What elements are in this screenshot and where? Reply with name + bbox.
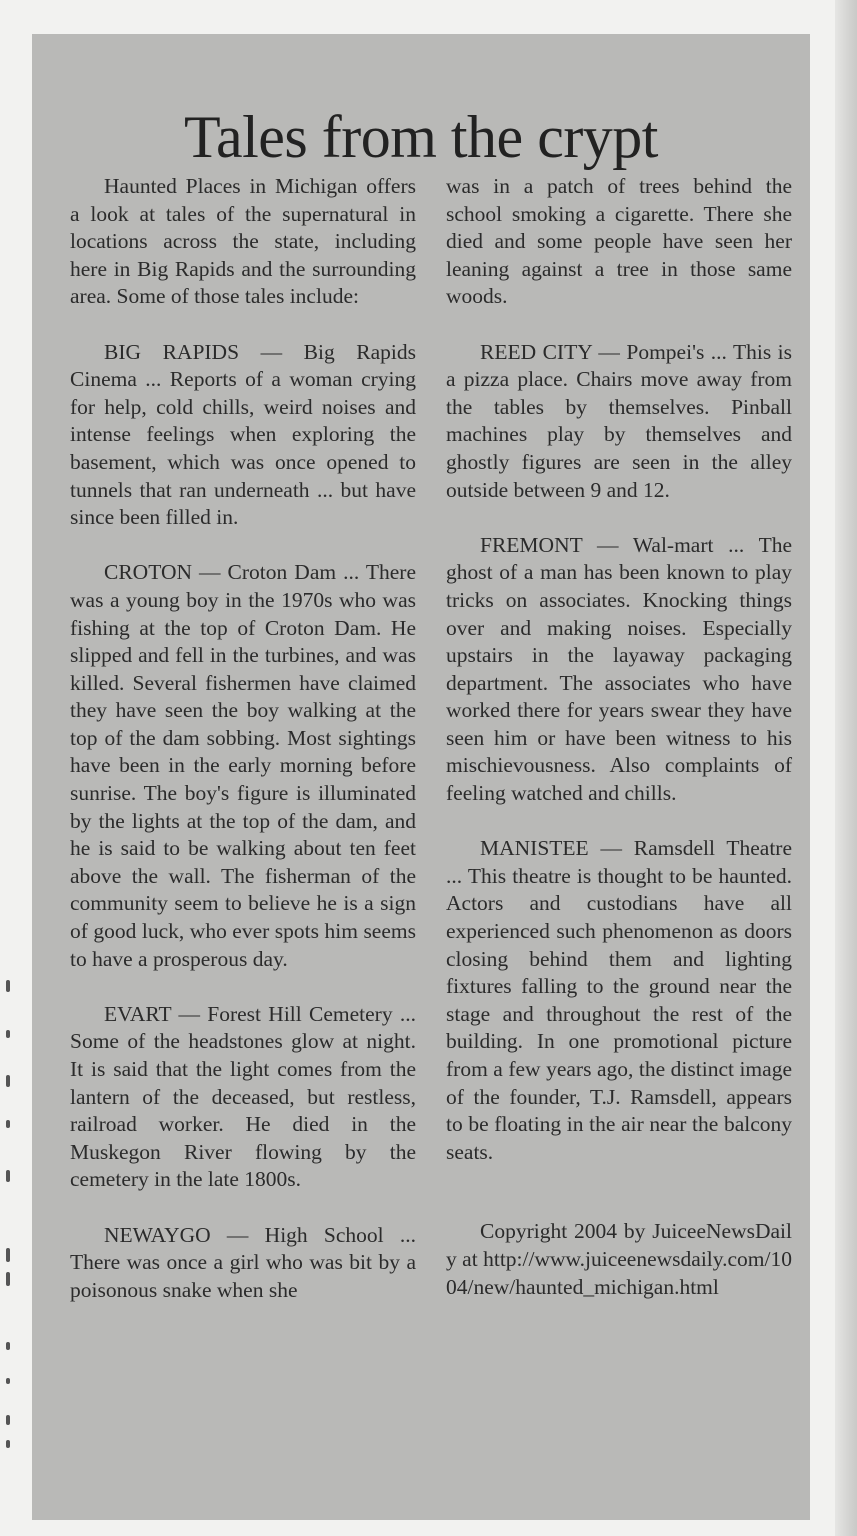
right-column (446, 173, 792, 1329)
big-rapids-paragraph: BIG RAPIDS — Big Rapids Cinema ... Reports of a woman crying for help, cold chills, weird noises and intense feelings when exploring the basement, which was once opened to tunnels that ran underneath ... but have since been filled in. (70, 339, 416, 530)
copyright-notice: Copyright 2004 by JuiceeNewsDaily at http://www.juiceenewsdaily.com/1004/new/haunted_michigan.html (446, 1219, 792, 1299)
fremont-paragraph: FREMONT — Wal-mart ... The ghost of a man has been known to play tricks on associates. Knocking things over and making noises. Especially upstairs in the layaway packaging department. The associates who have worked there for years swear they have seen him or have been witness to his mischievousness. Also complaints of feeling watched and chills. (446, 532, 792, 806)
newspaper-clipping (32, 34, 810, 1520)
newaygo-paragraph: NEWAYGO — High School ... There was once a girl who was bit by a poisonous snake when she (70, 1222, 416, 1302)
left-margin-marks (0, 0, 30, 1536)
evart-paragraph: EVART — Forest Hill Cemetery ... Some of the headstones glow at night. It is said that the light comes from the lantern of the deceased, but restless, railroad worker. He died in the Muskegon River flowing by the cemetery in the late 1800s. (70, 1001, 416, 1192)
newaygo-continued-paragraph: was in a patch of trees behind the school smoking a cigarette. There she died and some people have seen her leaning against a tree in those same woods. (446, 174, 792, 309)
left-column (70, 173, 416, 1332)
croton-paragraph: CROTON — Croton Dam ... There was a young boy in the 1970s who was fishing at the top of Croton Dam. He slipped and fell in the turbines, and was killed. Several fishermen have claimed they have seen the boy walking at the top of the dam sobbing. Most sightings have been in the early morning before sunrise. The boy's figure is illuminated by the lights at the top of the dam, and he is said to be walking about ten feet above the wall. The fisherman of the community seem to believe he is a sign of good luck, who ever spots him seems to have a prosperous day. (70, 560, 416, 971)
intro-paragraph: Haunted Places in Michigan offers a look at tales of the supernatural in locations across the state, including here in Big Rapids and the surrounding area. Some of those tales include: (70, 174, 416, 309)
reed-city-paragraph: REED CITY — Pompei's ... This is a pizza place. Chairs move away from the tables by themselves. Pinball machines play by themselves and ghostly figures are seen in the alley outside between 9 and 12. (446, 339, 792, 502)
manistee-paragraph: MANISTEE — Ramsdell Theatre ... This theatre is thought to be haunted. Actors and custodians have all experienced such phenomenon as doors closing behind them and lighting fixtures falling to the ground near the stage and throughout the rest of the building. In one promotional picture from a few years ago, the distinct image of the founder, T.J. Ramsdell, appears to be floating in the air near the balcony seats. (446, 836, 792, 1164)
paper-edge (835, 0, 857, 1536)
headline: Tales from the crypt (184, 104, 658, 170)
